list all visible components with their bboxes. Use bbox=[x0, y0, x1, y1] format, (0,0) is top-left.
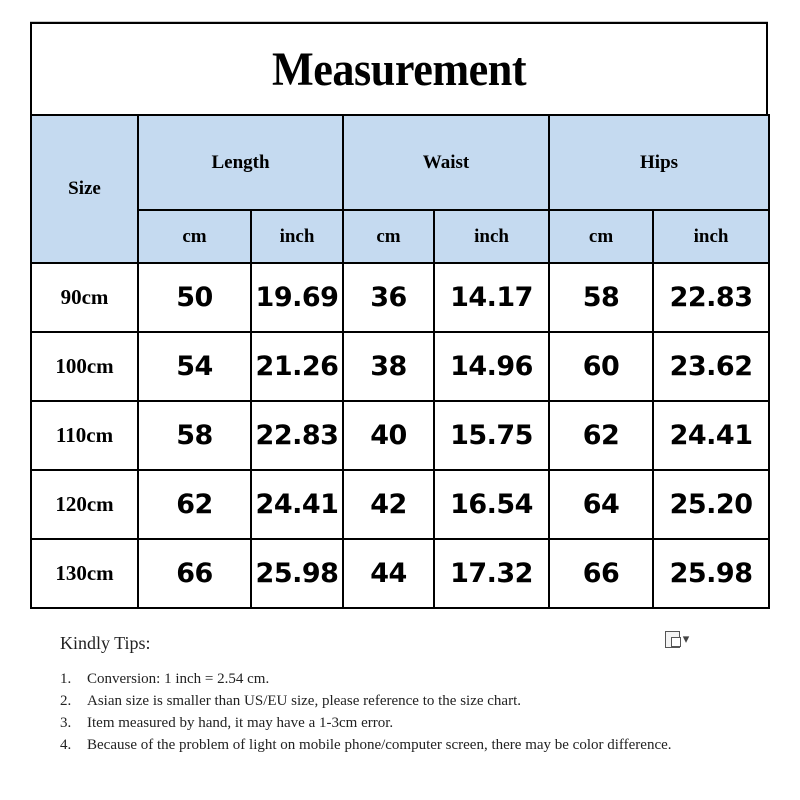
list-item bbox=[60, 734, 760, 756]
list-text: Conversion: 1 inch = 2.54 cm. bbox=[87, 671, 270, 687]
title-box bbox=[30, 22, 768, 114]
value-cell: 17.32 bbox=[434, 539, 549, 608]
value-cell: 25.98 bbox=[251, 539, 343, 608]
value-cell: 25.98 bbox=[653, 539, 769, 608]
value-cell: 66 bbox=[549, 539, 653, 608]
measurement-sheet bbox=[30, 22, 768, 609]
list-text: Asian size is smaller than US/EU size, please reference to the size chart. bbox=[87, 693, 521, 709]
unit-header: cm bbox=[343, 210, 434, 263]
size-cell: 120cm bbox=[31, 470, 138, 539]
value-cell: 38 bbox=[343, 332, 434, 401]
tips-title: Kindly Tips: bbox=[60, 633, 151, 653]
list-number: 2. bbox=[60, 693, 72, 709]
value-cell: 64 bbox=[549, 470, 653, 539]
value-cell: 16.54 bbox=[434, 470, 549, 539]
page-title: Measurement bbox=[271, 42, 527, 96]
value-cell: 50 bbox=[138, 263, 251, 332]
value-cell: 15.75 bbox=[434, 401, 549, 470]
value-cell: 58 bbox=[138, 401, 251, 470]
list-number: 1. bbox=[60, 671, 72, 687]
unit-header: cm bbox=[138, 210, 251, 263]
value-cell: 21.26 bbox=[251, 332, 343, 401]
size-cell: 100cm bbox=[31, 332, 138, 401]
size-cell: 130cm bbox=[31, 539, 138, 608]
size-cell: 110cm bbox=[31, 401, 138, 470]
size-header: Size bbox=[31, 115, 138, 263]
value-cell: 40 bbox=[343, 401, 434, 470]
value-cell: 19.69 bbox=[251, 263, 343, 332]
value-cell: 24.41 bbox=[251, 470, 343, 539]
table-row bbox=[31, 470, 769, 539]
unit-header: cm bbox=[549, 210, 653, 263]
value-cell: 58 bbox=[549, 263, 653, 332]
value-cell: 62 bbox=[549, 401, 653, 470]
list-number: 3. bbox=[60, 715, 72, 731]
table-row bbox=[31, 332, 769, 401]
value-cell: 60 bbox=[549, 332, 653, 401]
value-cell: 36 bbox=[343, 263, 434, 332]
value-cell: 14.17 bbox=[434, 263, 549, 332]
list-item bbox=[60, 712, 760, 734]
value-cell: 14.96 bbox=[434, 332, 549, 401]
value-cell: 44 bbox=[343, 539, 434, 608]
value-cell: 22.83 bbox=[653, 263, 769, 332]
unit-header: inch bbox=[434, 210, 549, 263]
tips-list bbox=[60, 668, 760, 756]
length-header: Length bbox=[138, 115, 343, 210]
table-row bbox=[31, 263, 769, 332]
size-cell: 90cm bbox=[31, 263, 138, 332]
unit-header: inch bbox=[653, 210, 769, 263]
hips-header: Hips bbox=[549, 115, 769, 210]
value-cell: 62 bbox=[138, 470, 251, 539]
value-cell: 25.20 bbox=[653, 470, 769, 539]
table-row bbox=[31, 401, 769, 470]
tips-section bbox=[60, 633, 760, 756]
size-table bbox=[30, 114, 770, 609]
list-item bbox=[60, 690, 760, 712]
value-cell: 23.62 bbox=[653, 332, 769, 401]
table-row bbox=[31, 539, 769, 608]
waist-header: Waist bbox=[343, 115, 549, 210]
list-text: Because of the problem of light on mobile phone/computer screen, there may be color difference. bbox=[87, 737, 672, 753]
list-item bbox=[60, 668, 760, 690]
unit-header: inch bbox=[251, 210, 343, 263]
value-cell: 54 bbox=[138, 332, 251, 401]
list-text: Item measured by hand, it may have a 1-3cm error. bbox=[87, 715, 394, 731]
value-cell: 24.41 bbox=[653, 401, 769, 470]
list-number: 4. bbox=[60, 737, 72, 753]
value-cell: 66 bbox=[138, 539, 251, 608]
chevron-down-icon: ▾ bbox=[682, 631, 690, 647]
value-cell: 22.83 bbox=[251, 401, 343, 470]
value-cell: 42 bbox=[343, 470, 434, 539]
